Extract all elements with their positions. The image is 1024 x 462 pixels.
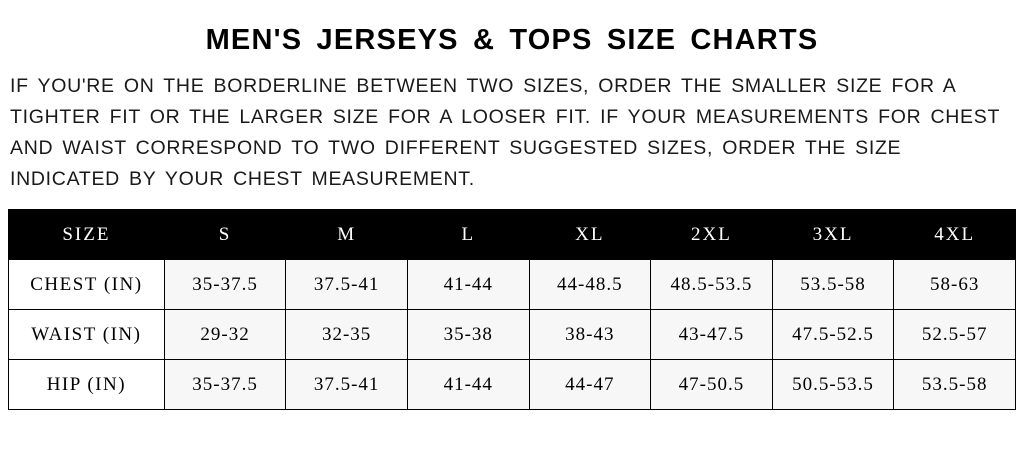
column-header-size: SIZE bbox=[9, 210, 165, 260]
cell-waist-3xl: 47.5-52.5 bbox=[772, 310, 894, 360]
size-chart-table bbox=[8, 209, 1016, 410]
row-header-hip: HIP (IN) bbox=[9, 360, 165, 410]
size-chart-page bbox=[0, 24, 1024, 462]
column-header-xl: XL bbox=[529, 210, 651, 260]
table-header-row bbox=[9, 210, 1016, 260]
row-header-chest: CHEST (IN) bbox=[9, 260, 165, 310]
column-header-4xl: 4XL bbox=[894, 210, 1016, 260]
column-header-l: L bbox=[407, 210, 529, 260]
cell-chest-2xl: 48.5-53.5 bbox=[651, 260, 773, 310]
cell-chest-m: 37.5-41 bbox=[286, 260, 408, 310]
cell-hip-m: 37.5-41 bbox=[286, 360, 408, 410]
column-header-2xl: 2XL bbox=[651, 210, 773, 260]
table-row bbox=[9, 310, 1016, 360]
cell-waist-s: 29-32 bbox=[164, 310, 286, 360]
cell-hip-xl: 44-47 bbox=[529, 360, 651, 410]
cell-hip-l: 41-44 bbox=[407, 360, 529, 410]
table-body bbox=[9, 260, 1016, 410]
cell-chest-3xl: 53.5-58 bbox=[772, 260, 894, 310]
cell-waist-m: 32-35 bbox=[286, 310, 408, 360]
column-header-s: S bbox=[164, 210, 286, 260]
cell-waist-2xl: 43-47.5 bbox=[651, 310, 773, 360]
table-row bbox=[9, 360, 1016, 410]
table-header bbox=[9, 210, 1016, 260]
cell-waist-l: 35-38 bbox=[407, 310, 529, 360]
column-header-m: M bbox=[286, 210, 408, 260]
row-header-waist: WAIST (IN) bbox=[9, 310, 165, 360]
cell-waist-4xl: 52.5-57 bbox=[894, 310, 1016, 360]
column-header-3xl: 3XL bbox=[772, 210, 894, 260]
cell-waist-xl: 38-43 bbox=[529, 310, 651, 360]
page-title: MEN'S JERSEYS & TOPS SIZE CHARTS bbox=[205, 24, 819, 56]
cell-hip-4xl: 53.5-58 bbox=[894, 360, 1016, 410]
intro-paragraph: IF YOU'RE ON THE BORDERLINE BETWEEN TWO SIZES, ORDER THE SMALLER SIZE FOR A TIGHTER FIT OR THE LARGER SIZE FOR A LOOSER FIT. IF YOUR MEASUREMENTS FOR CHEST AND WAIST CORRESPOND TO TWO DIFFERENT SUGGESTED SIZES, ORDER THE SIZE INDICATED BY YOUR CHEST MEASUREMENT. bbox=[10, 75, 1000, 190]
cell-chest-xl: 44-48.5 bbox=[529, 260, 651, 310]
table-row bbox=[9, 260, 1016, 310]
cell-hip-s: 35-37.5 bbox=[164, 360, 286, 410]
cell-chest-4xl: 58-63 bbox=[894, 260, 1016, 310]
cell-chest-l: 41-44 bbox=[407, 260, 529, 310]
cell-chest-s: 35-37.5 bbox=[164, 260, 286, 310]
cell-hip-2xl: 47-50.5 bbox=[651, 360, 773, 410]
cell-hip-3xl: 50.5-53.5 bbox=[772, 360, 894, 410]
